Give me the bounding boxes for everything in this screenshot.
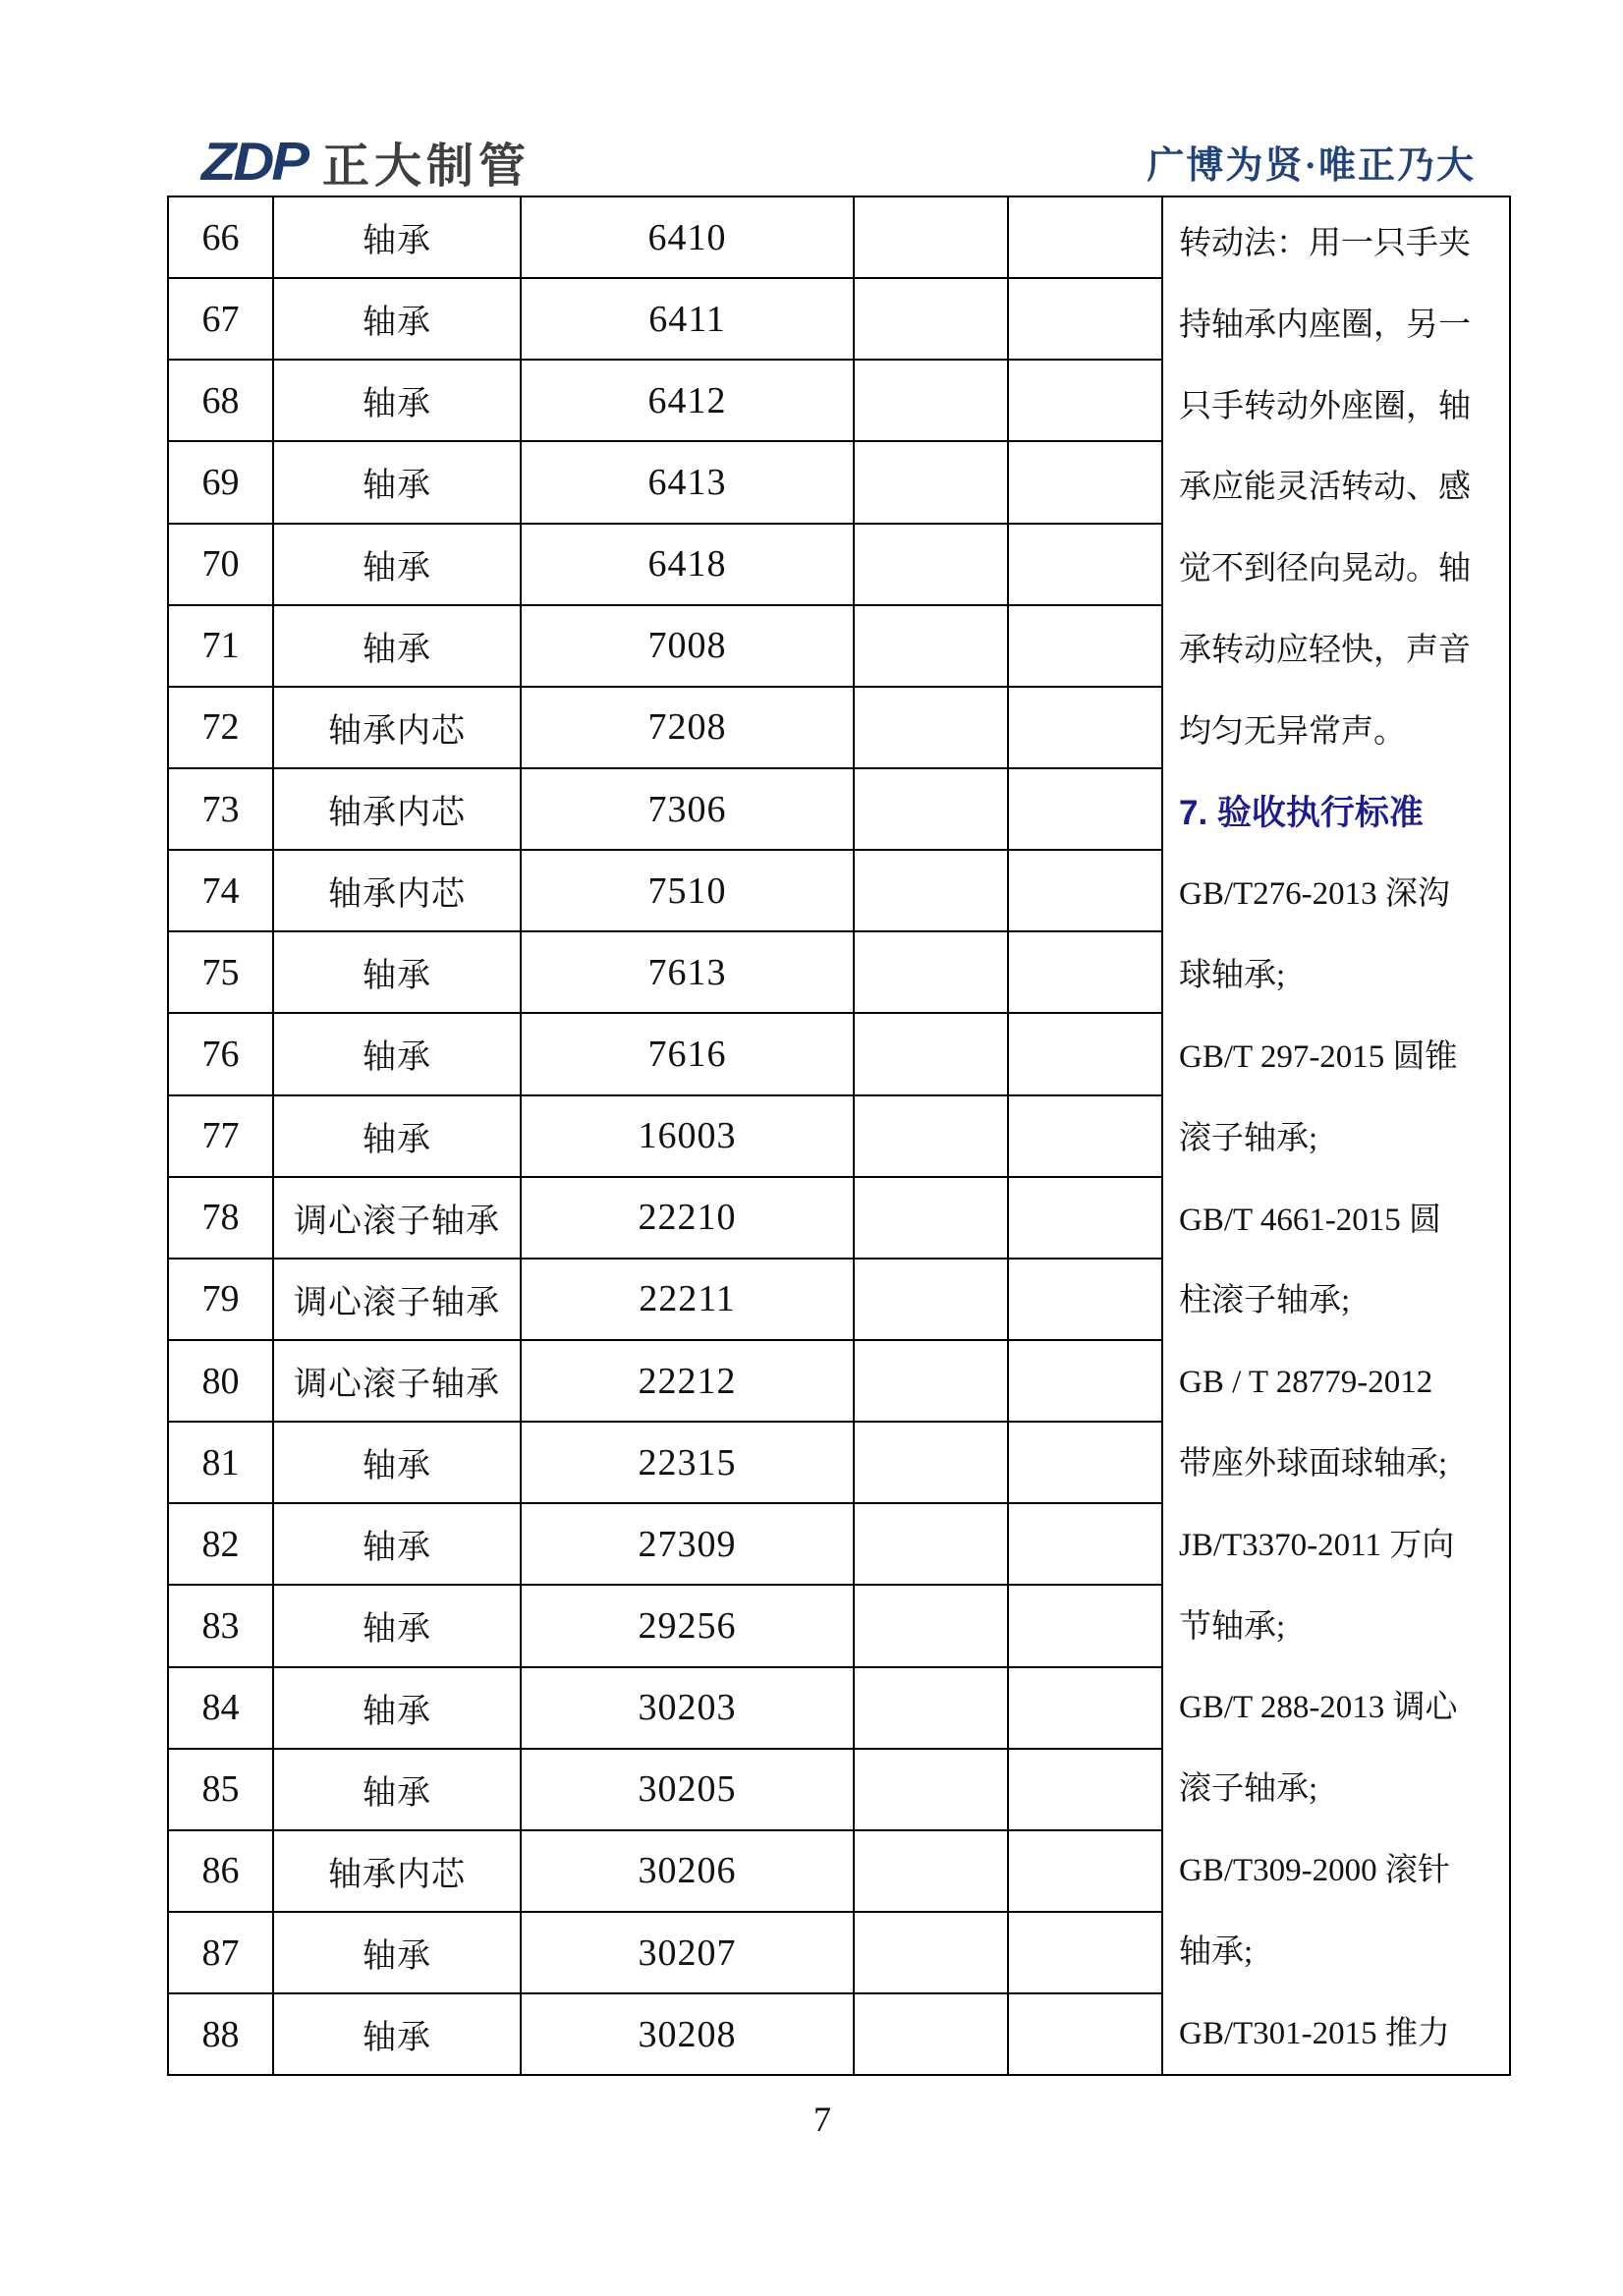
empty-cell xyxy=(854,1993,1008,2075)
empty-cell xyxy=(854,605,1008,687)
part-name: 轴承 xyxy=(273,1503,521,1585)
part-name: 轴承 xyxy=(273,1912,521,1993)
empty-cell xyxy=(854,850,1008,931)
model-number: 7510 xyxy=(521,850,854,931)
empty-cell xyxy=(854,1422,1008,1503)
note-line: 带座外球面球轴承; xyxy=(1179,1445,1448,1482)
empty-cell xyxy=(1008,1993,1162,2075)
empty-cell xyxy=(854,1749,1008,1830)
note-line: 承应能灵活转动、感 xyxy=(1179,470,1471,506)
empty-cell xyxy=(854,1503,1008,1585)
part-name: 轴承 xyxy=(273,1585,521,1666)
empty-cell xyxy=(1008,605,1162,687)
row-number: 74 xyxy=(168,850,273,931)
part-name: 轴承 xyxy=(273,1095,521,1177)
model-number: 30207 xyxy=(521,1912,854,1993)
empty-cell xyxy=(854,360,1008,441)
empty-cell xyxy=(1008,687,1162,768)
empty-cell xyxy=(1008,524,1162,605)
row-number: 83 xyxy=(168,1585,273,1666)
note-line: GB/T 297-2015 圆锥 xyxy=(1179,1038,1458,1075)
row-number: 87 xyxy=(168,1912,273,1993)
empty-cell xyxy=(854,278,1008,360)
model-number: 7208 xyxy=(521,687,854,768)
empty-cell xyxy=(1008,441,1162,523)
table-row xyxy=(168,196,1510,278)
empty-cell xyxy=(854,1013,1008,1094)
empty-cell xyxy=(1008,1749,1162,1830)
row-number: 72 xyxy=(168,687,273,768)
part-name: 轴承 xyxy=(273,196,521,278)
model-number: 6418 xyxy=(521,524,854,605)
part-name: 轴承 xyxy=(273,1749,521,1830)
empty-cell xyxy=(1008,1585,1162,1666)
empty-cell xyxy=(854,1259,1008,1340)
model-number: 7008 xyxy=(521,605,854,687)
parts-table xyxy=(167,196,1511,2076)
empty-cell xyxy=(854,1177,1008,1259)
model-number: 30206 xyxy=(521,1830,854,1912)
company-logo xyxy=(201,128,531,196)
note-line: 只手转动外座圈，轴 xyxy=(1179,388,1471,424)
empty-cell xyxy=(1008,1503,1162,1585)
model-number: 30205 xyxy=(521,1749,854,1830)
model-number: 7613 xyxy=(521,931,854,1013)
inspection-notes-cell xyxy=(1162,196,1510,2075)
model-number: 6410 xyxy=(521,196,854,278)
part-name: 轴承 xyxy=(273,1993,521,2075)
part-name: 调心滚子轴承 xyxy=(273,1340,521,1422)
note-line: 均匀无异常声。 xyxy=(1179,713,1406,750)
acceptance-standards-heading: 7. 验收执行标准 xyxy=(1179,793,1424,832)
empty-cell xyxy=(1008,1259,1162,1340)
empty-cell xyxy=(1008,768,1162,850)
page-header xyxy=(201,130,1476,193)
empty-cell xyxy=(854,1095,1008,1177)
note-line: GB / T 28779-2012 xyxy=(1179,1365,1433,1401)
note-line: 球轴承; xyxy=(1179,958,1286,994)
empty-cell xyxy=(1008,1177,1162,1259)
empty-cell xyxy=(854,1667,1008,1749)
part-name: 轴承 xyxy=(273,1667,521,1749)
model-number: 22212 xyxy=(521,1340,854,1422)
empty-cell xyxy=(854,196,1008,278)
part-name: 轴承 xyxy=(273,1013,521,1094)
empty-cell xyxy=(1008,1912,1162,1993)
part-name: 轴承内芯 xyxy=(273,768,521,850)
empty-cell xyxy=(1008,1095,1162,1177)
note-line: GB/T301-2015 推力 xyxy=(1179,2015,1450,2051)
note-line: GB/T 288-2013 调心 xyxy=(1179,1690,1458,1726)
empty-cell xyxy=(854,441,1008,523)
note-line: 柱滚子轴承; xyxy=(1179,1283,1351,1319)
logo-zdp-text: ZDP xyxy=(201,131,307,192)
model-number: 6411 xyxy=(521,278,854,360)
row-number: 73 xyxy=(168,768,273,850)
model-number: 30203 xyxy=(521,1667,854,1749)
row-number: 79 xyxy=(168,1259,273,1340)
note-line: 持轴承内座圈，另一 xyxy=(1179,307,1471,343)
model-number: 7306 xyxy=(521,768,854,850)
part-name: 轴承 xyxy=(273,605,521,687)
part-name: 轴承 xyxy=(273,1422,521,1503)
note-line: 承转动应轻快，声音 xyxy=(1179,632,1471,668)
page-number: 7 xyxy=(813,2100,831,2139)
row-number: 81 xyxy=(168,1422,273,1503)
row-number: 70 xyxy=(168,524,273,605)
row-number: 68 xyxy=(168,360,273,441)
empty-cell xyxy=(854,1830,1008,1912)
row-number: 77 xyxy=(168,1095,273,1177)
row-number: 85 xyxy=(168,1749,273,1830)
note-line: GB/T309-2000 滚针 xyxy=(1179,1852,1450,1888)
company-motto: 广博为贤·唯正乃大 xyxy=(1147,144,1476,187)
empty-cell xyxy=(1008,931,1162,1013)
row-number: 69 xyxy=(168,441,273,523)
empty-cell xyxy=(854,931,1008,1013)
model-number: 22210 xyxy=(521,1177,854,1259)
part-name: 轴承 xyxy=(273,360,521,441)
row-number: 71 xyxy=(168,605,273,687)
note-line: 觉不到径向晃动。轴 xyxy=(1179,551,1471,588)
model-number: 22211 xyxy=(521,1259,854,1340)
part-name: 轴承 xyxy=(273,441,521,523)
empty-cell xyxy=(1008,1422,1162,1503)
empty-cell xyxy=(1008,850,1162,931)
empty-cell xyxy=(1008,1667,1162,1749)
model-number: 7616 xyxy=(521,1013,854,1094)
empty-cell xyxy=(1008,196,1162,278)
model-number: 6413 xyxy=(521,441,854,523)
note-line: 轴承; xyxy=(1179,1933,1254,1970)
note-line: 滚子轴承; xyxy=(1179,1120,1318,1156)
note-line: GB/T276-2013 深沟 xyxy=(1179,876,1450,913)
note-line: 节轴承; xyxy=(1179,1608,1286,1645)
part-name: 轴承 xyxy=(273,931,521,1013)
empty-cell xyxy=(854,1585,1008,1666)
model-number: 29256 xyxy=(521,1585,854,1666)
part-name: 轴承内芯 xyxy=(273,687,521,768)
part-name: 轴承内芯 xyxy=(273,1830,521,1912)
model-number: 27309 xyxy=(521,1503,854,1585)
model-number: 6412 xyxy=(521,360,854,441)
part-name: 轴承内芯 xyxy=(273,850,521,931)
model-number: 30208 xyxy=(521,1993,854,2075)
part-name: 轴承 xyxy=(273,524,521,605)
empty-cell xyxy=(1008,278,1162,360)
note-line: GB/T 4661-2015 圆 xyxy=(1179,1202,1442,1238)
note-line: 滚子轴承; xyxy=(1179,1771,1318,1808)
empty-cell xyxy=(1008,360,1162,441)
model-number: 22315 xyxy=(521,1422,854,1503)
row-number: 84 xyxy=(168,1667,273,1749)
row-number: 80 xyxy=(168,1340,273,1422)
empty-cell xyxy=(854,1340,1008,1422)
empty-cell xyxy=(1008,1340,1162,1422)
empty-cell xyxy=(854,768,1008,850)
empty-cell xyxy=(854,687,1008,768)
empty-cell xyxy=(1008,1013,1162,1094)
note-line: 转动法：用一只手夹 xyxy=(1179,226,1471,261)
row-number: 86 xyxy=(168,1830,273,1912)
note-line: JB/T3370-2011 万向 xyxy=(1179,1527,1455,1563)
row-number: 66 xyxy=(168,196,273,278)
empty-cell xyxy=(854,1912,1008,1993)
row-number: 75 xyxy=(168,931,273,1013)
part-name: 调心滚子轴承 xyxy=(273,1177,521,1259)
part-name: 轴承 xyxy=(273,278,521,360)
row-number: 76 xyxy=(168,1013,273,1094)
row-number: 78 xyxy=(168,1177,273,1259)
part-name: 调心滚子轴承 xyxy=(273,1259,521,1340)
model-number: 16003 xyxy=(521,1095,854,1177)
row-number: 67 xyxy=(168,278,273,360)
logo-company-name: 正大制管 xyxy=(322,140,532,193)
row-number: 82 xyxy=(168,1503,273,1585)
empty-cell xyxy=(1008,1830,1162,1912)
row-number: 88 xyxy=(168,1993,273,2075)
empty-cell xyxy=(854,524,1008,605)
